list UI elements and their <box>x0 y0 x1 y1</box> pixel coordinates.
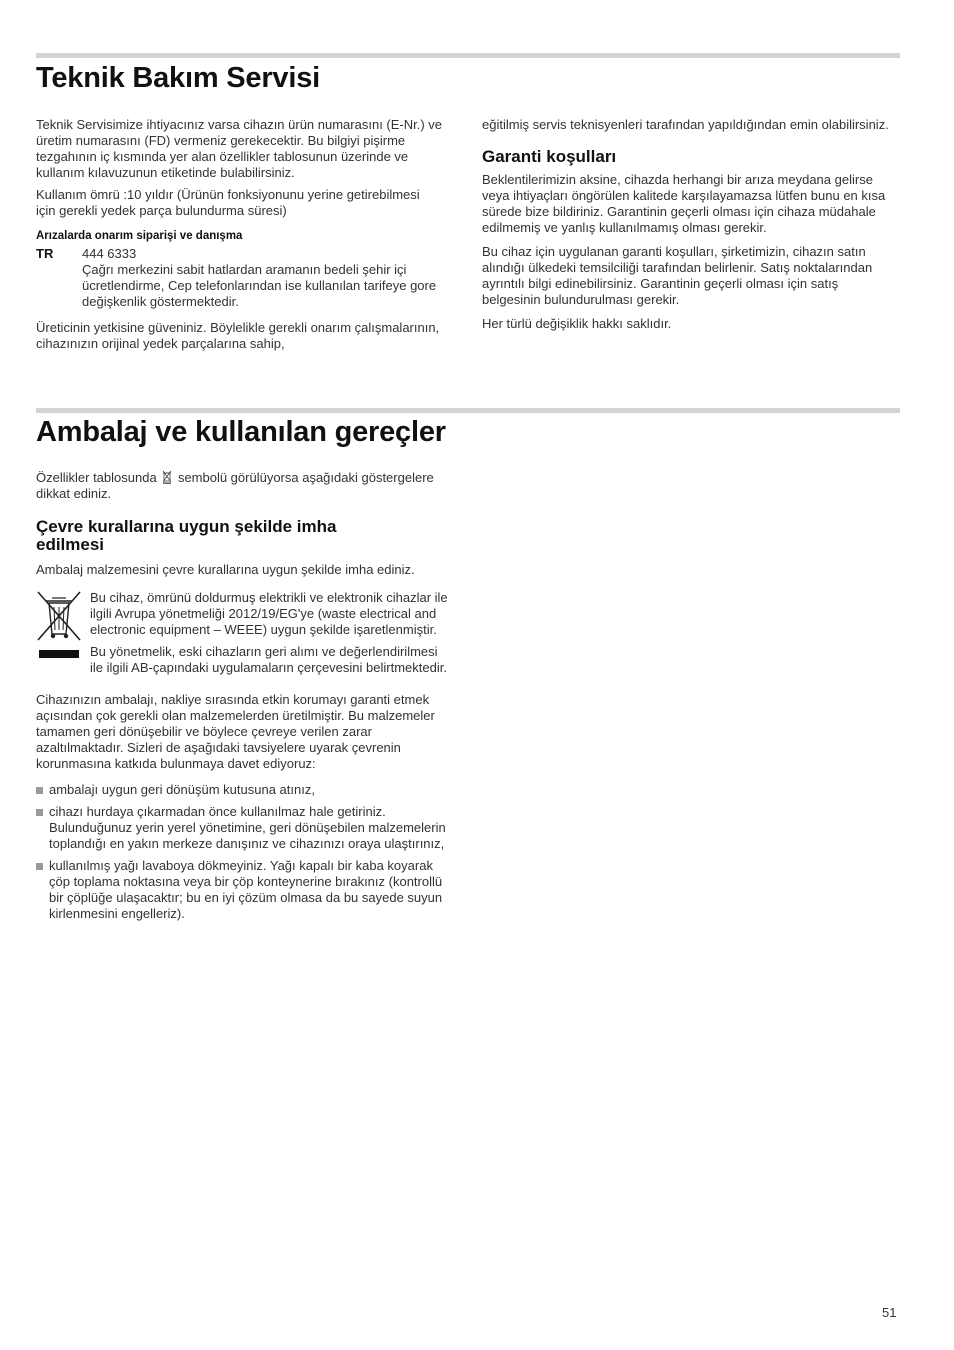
page-number: 51 <box>882 1305 897 1320</box>
service-intro: Teknik Servisimize ihtiyacınız varsa cihazın ürün numarasını (E-Nr.) ve üretim numarasını (FD) vermeniz gerekecektir. Bu bilgiyi pişirme tezgahının iç kısmında yer alan özellikler tablosunun üzerinde ve kullanım kılavuzunun etiketinde bulabilirsiniz. <box>36 117 443 180</box>
warranty-paragraph: Beklentilerimizin aksine, cihazda herhangi bir arıza meydana gelirse veya ihtiyaçları öngörülen kalitede karşılayamazsa lütfen bunu en kısa sürede bize bildiriniz. Garantinin geçerli olması için cihaza müdahale edilmemiş ve yanlış kullanılmamış olması gerekir. <box>482 172 886 235</box>
left-column <box>36 470 448 922</box>
list-item <box>36 858 448 922</box>
section-divider <box>36 408 900 413</box>
crossed-bin-icon <box>162 470 172 484</box>
lifetime-text: Kullanım ömrü :10 yıldır (Ürünün fonksiyonunu yerine getirebilmesi için gerekli yedek parça bulundurma süresi) <box>36 187 420 218</box>
trust-text: Üreticinin yetkisine güveniniz. Böylelikle gerekli onarım çalışmalarının, cihazınızın orijinal yedek parçalarına sahip, <box>36 320 440 351</box>
weee-block <box>36 590 448 676</box>
section-title: Teknik Bakım Servisi <box>36 62 321 94</box>
trust-continued: eğitilmiş servis teknisyenleri tarafından yapıldığından emin olabilirsiniz. <box>482 117 889 132</box>
country-contact <box>36 246 454 310</box>
warranty-heading: Garanti koşulları <box>482 147 617 166</box>
phone-note: Çağrı merkezini sabit hatlardan aramanın bedeli şehir içi ücretlendirme, Cep telefonlarından ise kullanılan tarifeye gore değişkenlik göstermektedir. <box>82 262 437 309</box>
list-item <box>36 782 448 798</box>
square-bullet-icon <box>36 787 43 794</box>
list-item-text: cihazı hurdaya çıkarmadan önce kullanılmaz hale getiriniz. Bulunduğunuz yerin yerel yönetimine, geri dönüşebilen malzemelerin toplandığı en yakın merkeze danışınız ve cihazınızı oraya ulaştırınız, <box>49 804 446 851</box>
disposal-intro: Ambalaj malzemesini çevre kurallarına uygun şekilde imha ediniz. <box>36 562 415 577</box>
list-item-text: ambalajı uygun geri dönüşüm kutusuna atınız, <box>49 782 315 797</box>
left-column <box>36 117 454 352</box>
phone-number: 444 6333 <box>82 246 137 261</box>
warranty-paragraph: Her türlü değişiklik hakkı saklıdır. <box>482 316 672 331</box>
recycling-list <box>36 782 448 922</box>
symbol-intro <box>36 470 448 502</box>
symbol-intro-before: Özellikler tablosunda <box>36 470 157 485</box>
symbol-intro-after: sembolü görülüyorsa aşağıdaki göstergelere dikkat ediniz. <box>36 470 434 501</box>
section-divider <box>36 53 900 58</box>
packaging-text: Cihazınızın ambalajı, nakliye sırasında etkin korumayı garanti etmek açısından çok gerekli olan malzemelerden üretilmiştir. Bu malzemeler tamamen geri dönüşebilir ve böylece çevreye verilen zarar azaltılmaktadır. Sizleri de aşağıdaki tavsiyelere uyarak çevrenin korunmasına katkıda bulunmaya davet ediyoruz: <box>36 692 435 771</box>
weee-crossed-bin-icon <box>36 590 82 662</box>
right-column <box>482 117 900 332</box>
warranty-paragraph: Bu cihaz için uygulanan garanti koşulları, şirketimizin, cihazın satın alındığı ülkedeki temsilciliği tarafından belirlenir. Satış noktalarından ayrıntılı bilgi edinebilirsiniz. Garantinin geçerli olması için satış belgesinin bulundurulması gerekir. <box>482 244 873 307</box>
list-item <box>36 804 448 852</box>
weee-paragraph: Bu cihaz, ömrünü doldurmuş elektrikli ve elektronik cihazlar ile ilgili Avrupa yönetmeliği 2012/19/EG'ye (waste electrical and electronic equipment – WEEE) uygun şekilde işaretlenmiştir. <box>90 590 448 637</box>
country-code: TR <box>36 246 54 261</box>
repair-heading: Arızalarda onarım siparişi ve danışma <box>36 230 243 242</box>
square-bullet-icon <box>36 863 43 870</box>
square-bullet-icon <box>36 809 43 816</box>
disposal-heading: Çevre kurallarına uygun şekilde imha edilmesi <box>36 517 337 554</box>
section-title: Ambalaj ve kullanılan gereçler <box>36 416 446 448</box>
weee-paragraph: Bu yönetmelik, eski cihazların geri alımı ve değerlendirilmesi ile ilgili AB-çapındaki uygulamaların çerçevesini belirtmektedir. <box>90 644 447 675</box>
list-item-text: kullanılmış yağı lavaboya dökmeyiniz. Yağı kapalı bir kaba koyarak çöp toplama noktasına veya bir çöp konteynerine bırakınız (kontrollü bir çöplüğe ulaşacaktır; bu en iyi çözüm olmasa da bu sayede suyun kirlenmesini engelleriz). <box>49 858 443 921</box>
